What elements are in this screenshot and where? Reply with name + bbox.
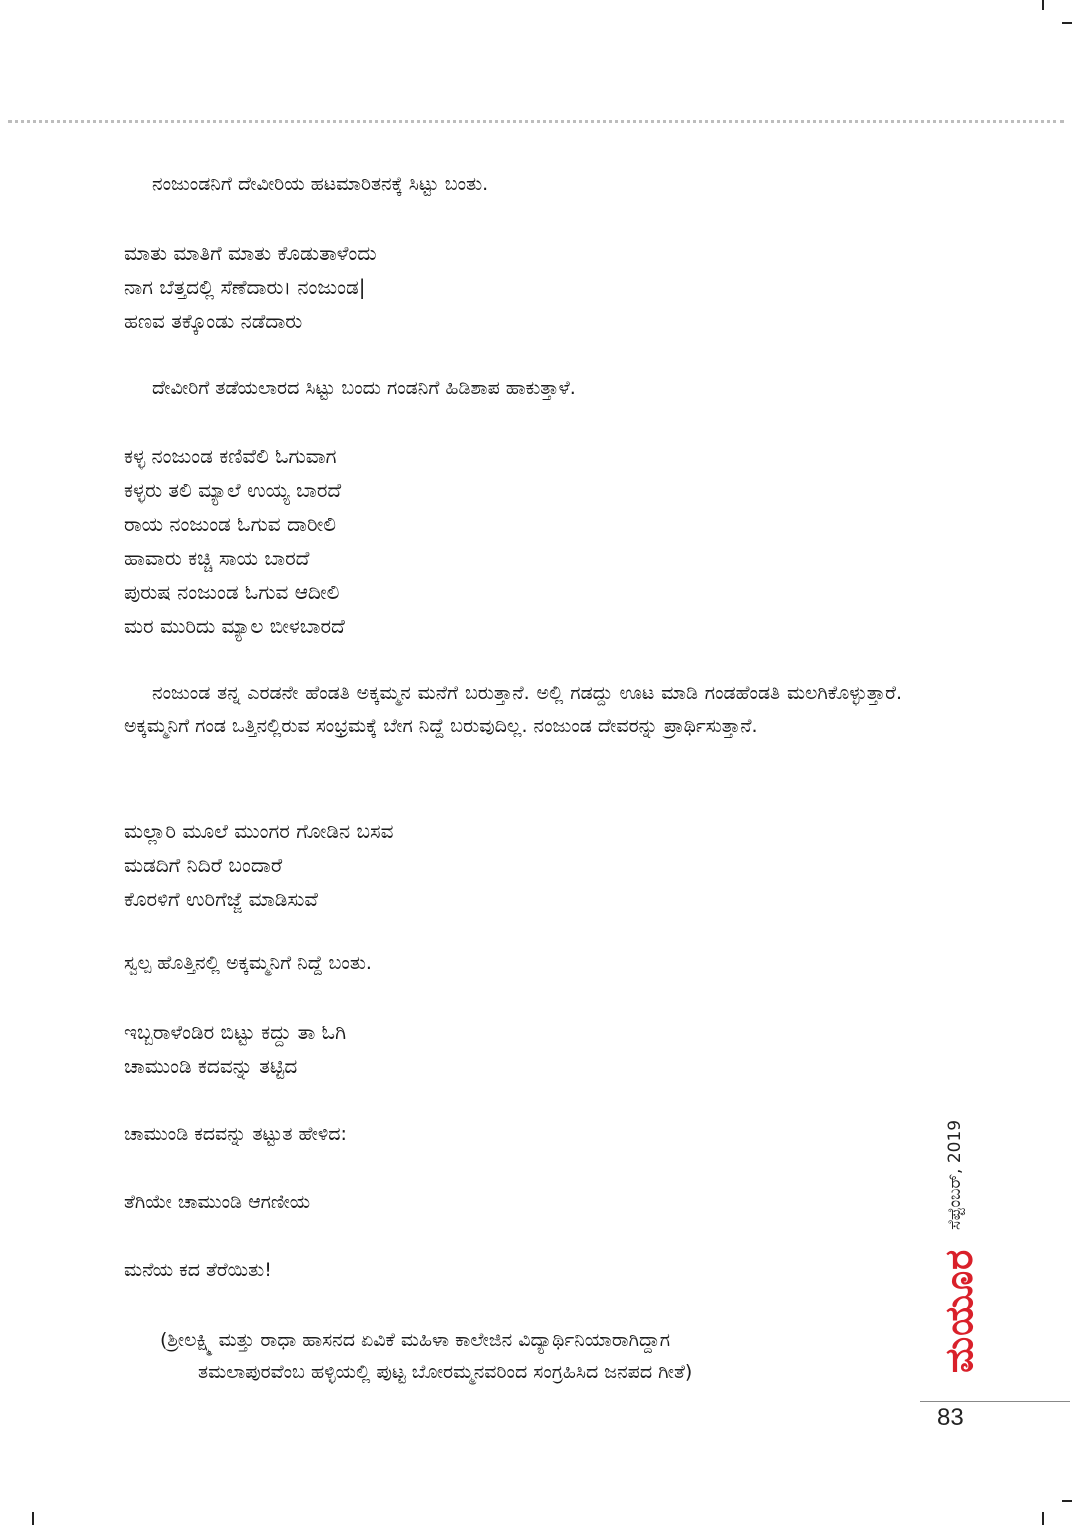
magazine-title: ಮಯೂರ (937, 1248, 981, 1373)
crop-mark-bottom-right (1042, 1512, 1044, 1525)
crop-mark-top-right (1042, 0, 1044, 10)
verse-line: ಮಡದಿಗೆ ನಿದಿರೆ ಬಂದಾರೆ (124, 853, 283, 877)
verse-line: ಹಣವ ತಕ್ಕೊಂಡು ನಡೆದಾರು (124, 309, 303, 333)
verse-line: ಕಳ್ಳರು ತಲಿ ಮ್ಯಾಲೆ ಉಯ್ಯ ಬಾರದೆ (124, 478, 342, 502)
crop-mark-bottom-left (32, 1512, 34, 1525)
verse-4 (124, 1015, 346, 1083)
verse-line: ಇಬ್ಬರಾಳೆಂಡಿರ ಬಿಟ್ಟು ಕದ್ದು ತಾ ಓಗಿ (124, 1020, 347, 1044)
verse-line: ಮಾತು ಮಾತಿಗೆ ಮಾತು ಕೊಡುತಾಳೆಂದು (124, 241, 377, 265)
paragraph-5: ಚಾಮುಂಡಿ ಕದವನ್ನು ತಟ್ಟುತ ಹೇಳಿದ: (124, 1123, 347, 1145)
verse-line: ಕಳ್ಳ ನಂಜುಂಡ ಕಣಿವೆಲಿ ಓಗುವಾಗ (124, 444, 337, 468)
paragraph-7: ಮನೆಯ ಕದ ತೆರೆಯಿತು! (124, 1259, 272, 1281)
paragraph-4: ಸ್ವಲ್ಪ ಹೊತ್ತಿನಲ್ಲಿ ಅಕ್ಕಮ್ಮನಿಗೆ ನಿದ್ದೆ ಬಂತು. (124, 952, 372, 974)
verse-line: ಹಾವಾರು ಕಚ್ಚಿ ಸಾಯ ಬಾರದೆ (124, 546, 310, 570)
verse-line: ನಾಗ ಬೆತ್ತದಲ್ಲಿ ಸೆಣೆದಾರು। ನಂಜುಂಡ| (124, 275, 366, 299)
paragraph-1: ನಂಜುಂಡನಿಗೆ ದೇವೀರಿಯ ಹಟಮಾರಿತನಕ್ಕೆ ಸಿಟ್ಟು ಬಂತು. (152, 173, 489, 195)
verse-line: ಮರ ಮುರಿದು ಮ್ಯಾಲ ಬೀಳಬಾರದೆ (124, 614, 345, 638)
crop-mark-bottom-right-h (1062, 1500, 1072, 1502)
source-note (160, 1324, 902, 1388)
verse-line: ಮಲ್ಲಾರಿ ಮೂಲೆ ಮುಂಗರ ಗೋಡಿನ ಬಸವ (124, 819, 394, 843)
crop-mark-top-right-h (1062, 22, 1072, 24)
verse-line: ಪುರುಷ ನಂಜುಂಡ ಓಗುವ ಆದೀಲಿ (124, 580, 340, 604)
page-number: 83 (937, 1404, 964, 1431)
verse-line: ಕೊರಳಿಗೆ ಉರಿಗೆಜ್ಜೆ ಮಾಡಿಸುವೆ (124, 887, 318, 911)
paragraph-2: ದೇವೀರಿಗೆ ತಡೆಯಲಾರದ ಸಿಟ್ಟು ಬಂದು ಗಂಡನಿಗೆ ಹಿಡಿಶಾಪ ಹಾಕುತ್ತಾಳೆ. (152, 377, 576, 399)
paragraph-3: ನಂಜುಂಡ ತನ್ನ ಎರಡನೇ ಹೆಂಡತಿ ಅಕ್ಕಮ್ಮನ ಮನೆಗೆ ಬರುತ್ತಾನೆ. ಅಲ್ಲಿ ಗಡದ್ದು ಊಟ ಮಾಡಿ ಗಂಡಹೆಂಡತಿ ಮಲಗಿಕೊಳ್ಳುತ್ತಾರೆ. ಅಕ್ಕಮ್ಮನಿಗೆ ಗಂಡ ಒತ್ತಿನಲ್ಲಿರುವ ಸಂಭ್ರಮಕ್ಕೆ ಬೇಗ ನಿದ್ದೆ ಬರುವುದಿಲ್ಲ. ನಂಜುಂಡ ದೇವರನ್ನು ಪ್ರಾರ್ಥಿಸುತ್ತಾನೆ. (124, 682, 902, 737)
source-note-line-1: (ಶ್ರೀಲಕ್ಷ್ಮಿ ಮತ್ತು ರಾಧಾ ಹಾಸನದ ಏವಿಕೆ ಮಹಿಳಾ ಕಾಲೇಜಿನ ವಿದ್ಯಾರ್ಥಿನಿಯಾರಾಗಿದ್ದಾಗ (160, 1329, 671, 1351)
header-dotted-rule (8, 120, 1064, 123)
verse-line: ರಾಯ ನಂಜುಂಡ ಓಗುವ ದಾರೀಲಿ (124, 512, 337, 536)
verse-line: ಚಾಮುಂಡಿ ಕದವನ್ನು ತಟ್ಟಿದ (124, 1054, 298, 1078)
verse-1 (124, 236, 377, 338)
source-note-line-2: ತಮಲಾಪುರವೆಂಬ ಹಳ್ಳಿಯಲ್ಲಿ ಪುಟ್ಟ ಬೋರಮ್ಮನವರಿಂದ ಸಂಗ್ರಹಿಸಿದ ಜನಪದ ಗೀತೆ) (198, 1361, 693, 1383)
paragraph-6: ತೆಗಿಯೇ ಚಾಮುಂಡಿ ಆಗಣೀಯ (124, 1191, 311, 1213)
verse-3 (124, 814, 393, 916)
footer-rule (920, 1401, 1070, 1402)
verse-2 (124, 439, 345, 643)
issue-date: ಸೆಪ್ಟೆಂಬರ್, 2019 (945, 1119, 965, 1230)
